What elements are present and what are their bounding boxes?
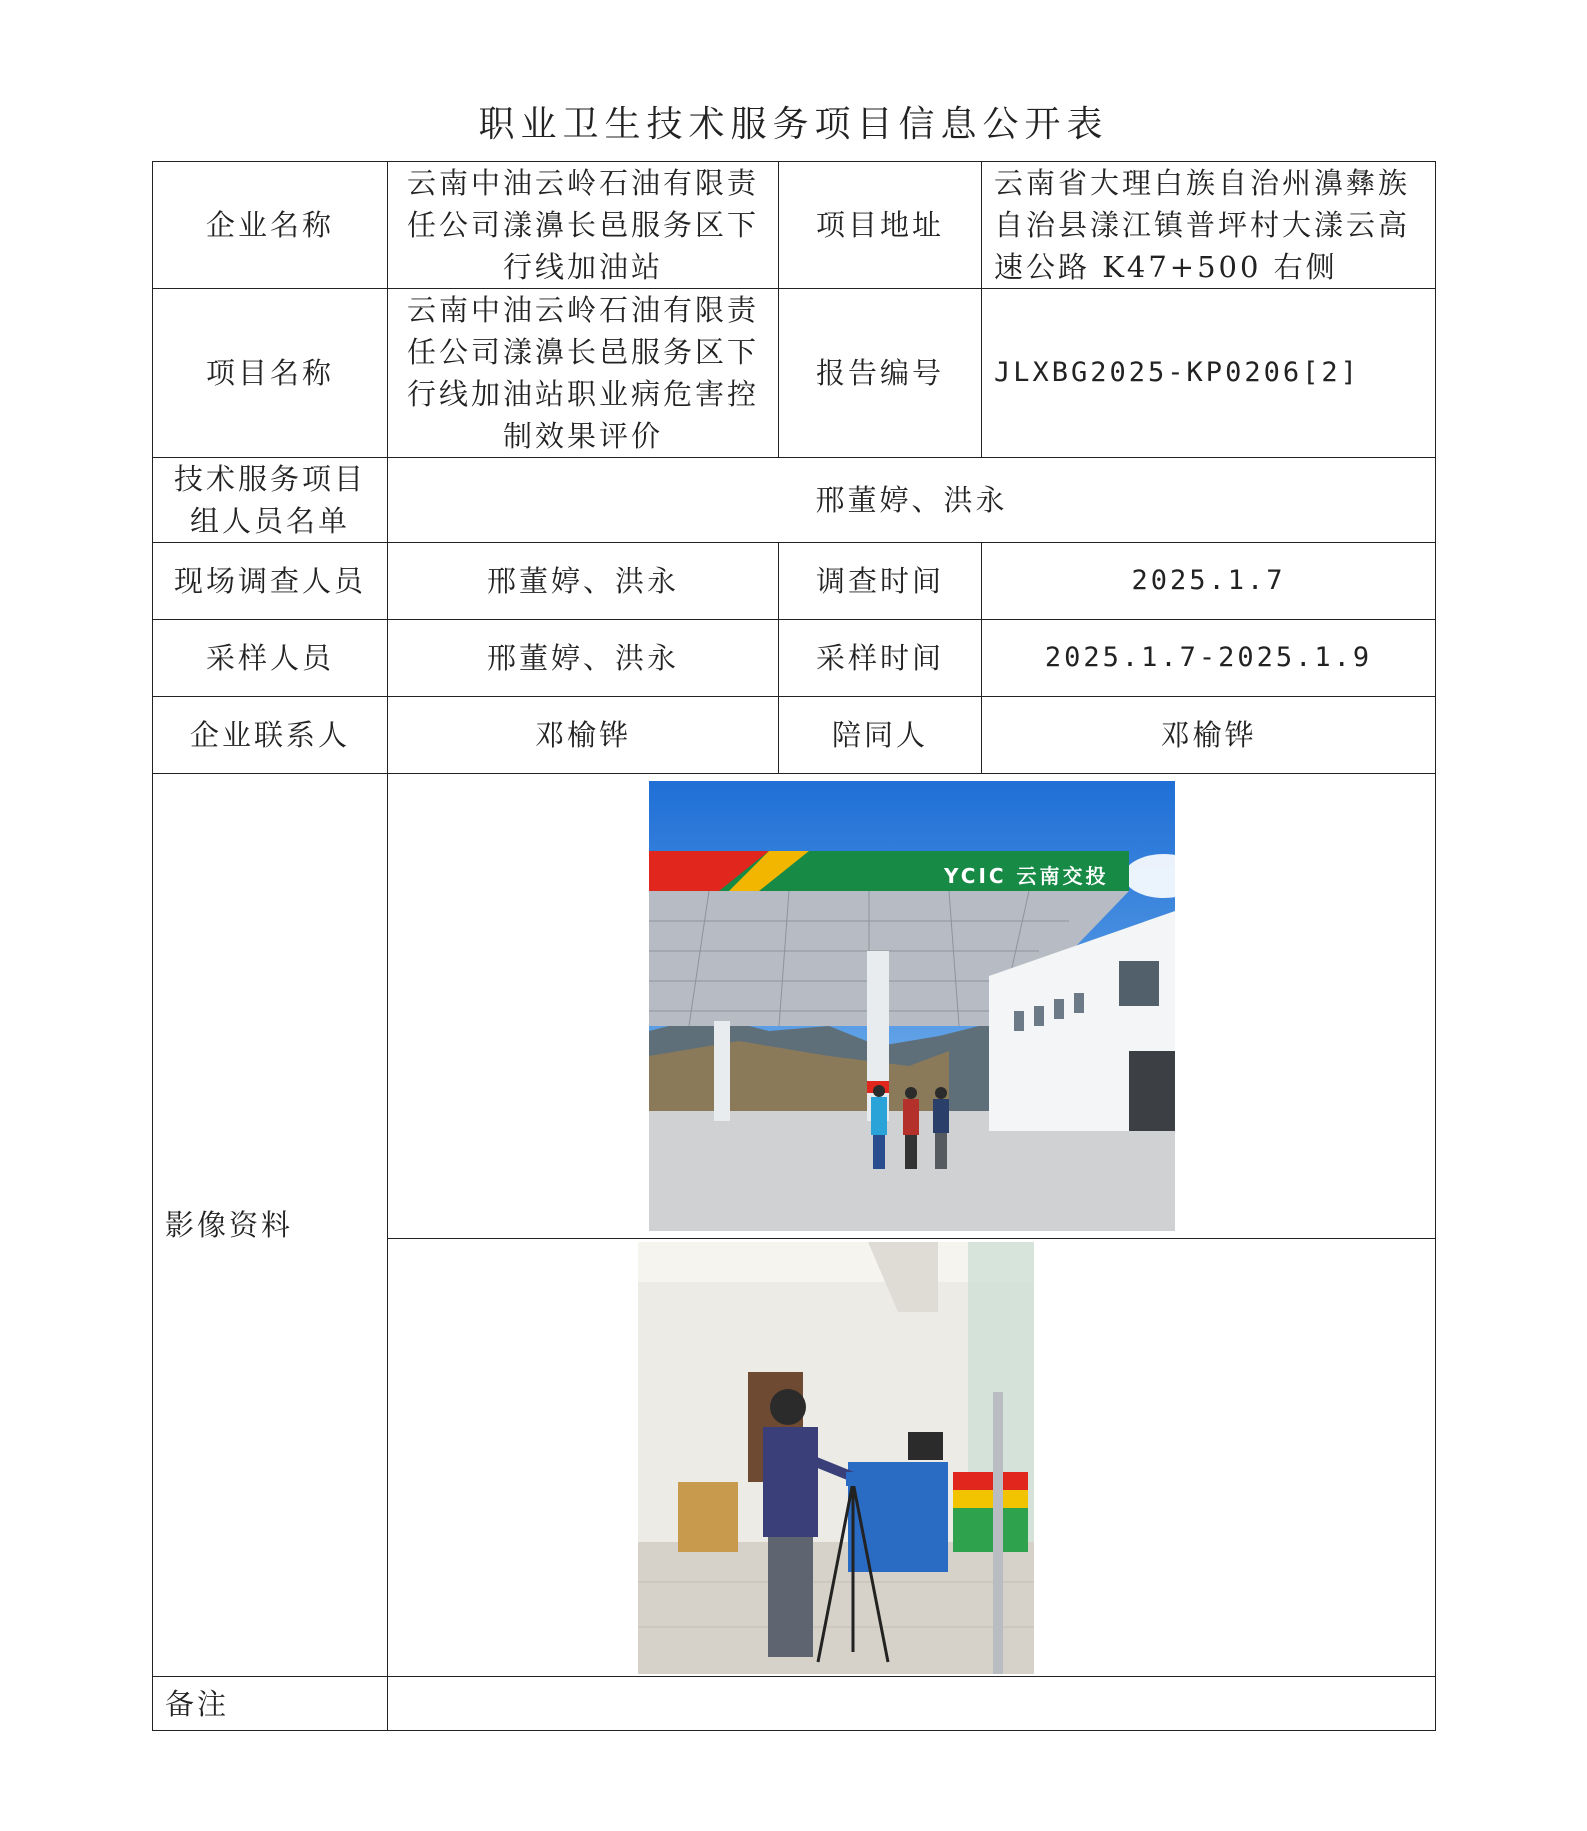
indoor-sampling-photo (638, 1242, 1034, 1674)
table-row (153, 289, 1436, 458)
gas-station-photo (649, 781, 1175, 1231)
companion-value: 邓榆铧 (982, 697, 1436, 774)
report-number-value: JLXBG2025-KP0206[2] (982, 289, 1436, 458)
table-row (153, 543, 1436, 620)
team-label: 技术服务项目组人员名单 (153, 458, 388, 543)
team-value: 邢董婷、洪永 (388, 458, 1436, 543)
report-number-label: 报告编号 (779, 289, 982, 458)
sampling-time-value: 2025.1.7-2025.1.9 (982, 620, 1436, 697)
sampling-time-label: 采样时间 (779, 620, 982, 697)
survey-time-value: 2025.1.7 (982, 543, 1436, 620)
table-row (153, 697, 1436, 774)
survey-staff-label: 现场调查人员 (153, 543, 388, 620)
photo-cell-1 (388, 774, 1436, 1239)
table-row (153, 620, 1436, 697)
table-row (153, 1677, 1436, 1731)
table-row (153, 774, 1436, 1239)
table-row (153, 162, 1436, 289)
table-row (153, 458, 1436, 543)
contact-label: 企业联系人 (153, 697, 388, 774)
people-group (871, 1085, 949, 1169)
remarks-value (388, 1677, 1436, 1731)
info-table (152, 161, 1436, 1731)
images-label: 影像资料 (153, 774, 388, 1677)
company-name-value: 云南中油云岭石油有限责任公司漾濞长邑服务区下行线加油站 (388, 162, 779, 289)
companion-label: 陪同人 (779, 697, 982, 774)
company-name-label: 企业名称 (153, 162, 388, 289)
project-name-value: 云南中油云岭石油有限责任公司漾濞长邑服务区下行线加油站职业病危害控制效果评价 (388, 289, 779, 458)
sampling-staff-label: 采样人员 (153, 620, 388, 697)
canopy-sign-text: YCIC 云南交投 (943, 864, 1109, 888)
remarks-label: 备注 (153, 1677, 388, 1731)
project-address-value: 云南省大理白族自治州濞彝族自治县漾江镇普坪村大漾云高速公路 K47+500 右侧 (982, 162, 1436, 289)
survey-staff-value: 邢董婷、洪永 (388, 543, 779, 620)
photo-cell-2 (388, 1239, 1436, 1677)
sampling-staff-value: 邢董婷、洪永 (388, 620, 779, 697)
survey-time-label: 调查时间 (779, 543, 982, 620)
page-title: 职业卫生技术服务项目信息公开表 (478, 104, 1109, 145)
project-address-label: 项目地址 (779, 162, 982, 289)
contact-value: 邓榆铧 (388, 697, 779, 774)
project-name-label: 项目名称 (153, 289, 388, 458)
